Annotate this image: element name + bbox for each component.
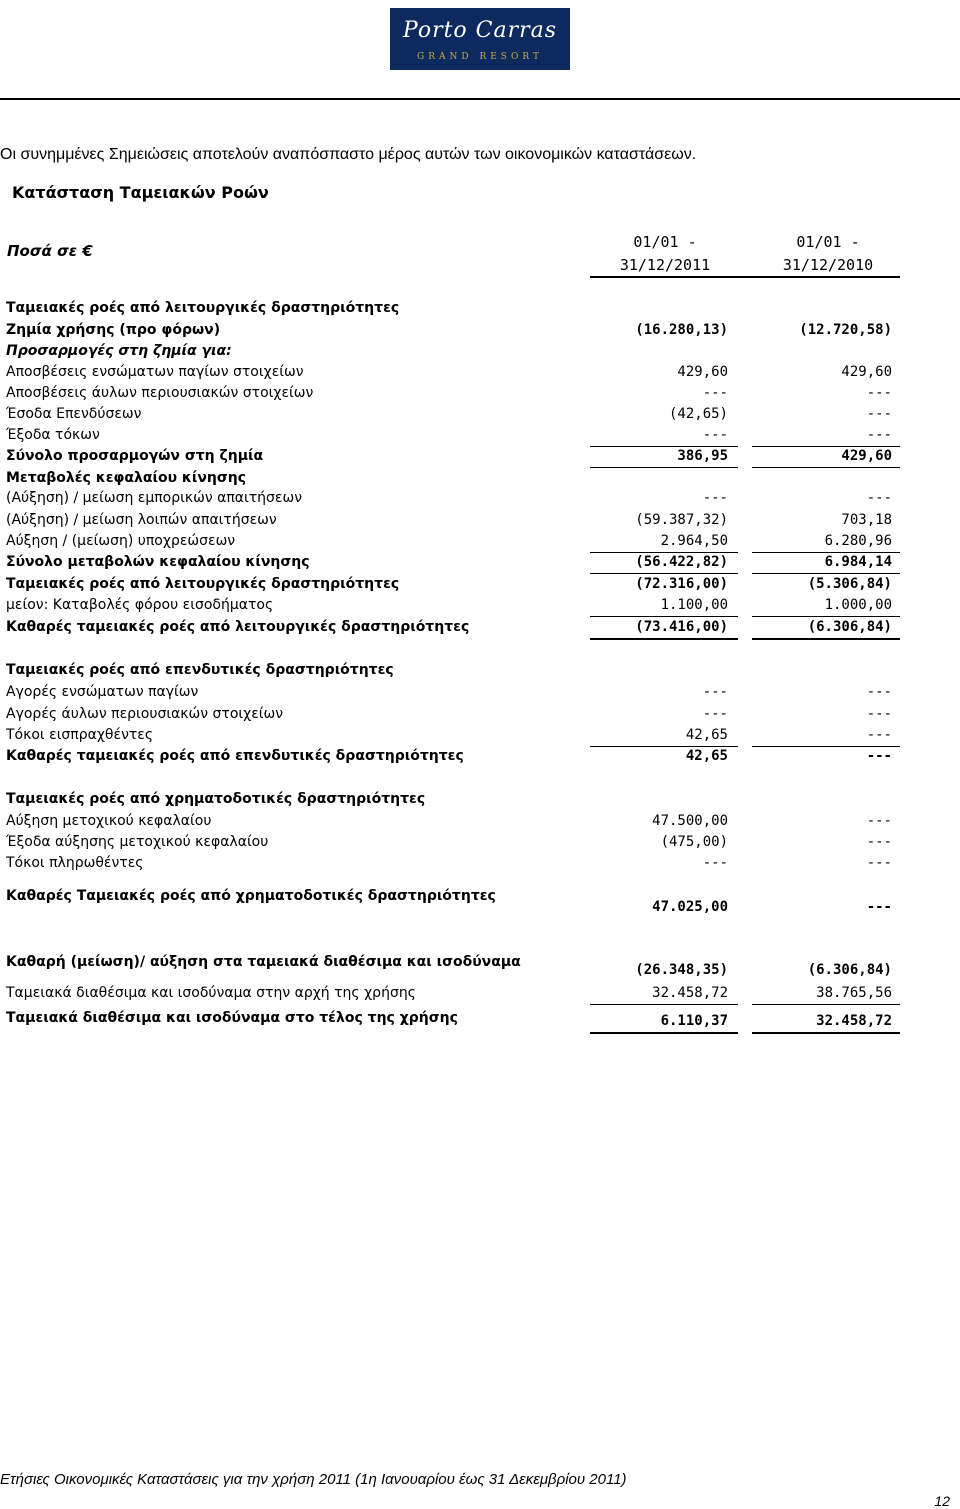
amounts-label: Ποσά σε € — [7, 242, 93, 260]
table-row — [0, 985, 960, 1005]
table-row — [0, 791, 960, 811]
underline-2011 — [590, 446, 738, 447]
underline-2011 — [590, 552, 738, 553]
value-2010: 1.000,00 — [824, 597, 892, 613]
underline-2010 — [752, 746, 900, 747]
underline-2011 — [590, 573, 738, 574]
underline-2010 — [752, 552, 900, 553]
underline-2011 — [590, 1004, 738, 1005]
logo-text: Porto Carras — [402, 18, 558, 43]
value-2011: 42,65 — [685, 748, 728, 764]
table-row — [0, 406, 960, 426]
row-label: Ταμειακές ροές από χρηματοδοτικές δραστηριότητες — [6, 791, 426, 807]
column-header-2010 — [758, 231, 898, 277]
value-2010: --- — [866, 813, 892, 829]
row-label: Έξοδα τόκων — [6, 427, 100, 443]
table-row — [0, 364, 960, 384]
table-row — [0, 576, 960, 596]
value-2010: 6.280,96 — [824, 533, 892, 549]
table-row — [0, 1010, 960, 1030]
header-divider — [0, 98, 960, 100]
underline-2011 — [590, 746, 738, 747]
underline-2011 — [590, 638, 738, 640]
row-label: (Αύξηση) / μείωση λοιπών απαιτήσεων — [6, 512, 277, 528]
row-label: Ταμειακά διαθέσιμα και ισοδύναμα στο τέλος της χρήσης — [6, 1010, 458, 1026]
table-row — [0, 619, 960, 639]
page-number: 12 — [934, 1493, 950, 1509]
row-label: Ταμειακές ροές από επενδυτικές δραστηριότητες — [6, 662, 394, 678]
table-row — [0, 662, 960, 682]
table-row — [0, 512, 960, 532]
value-2010: 6.984,14 — [824, 554, 892, 570]
table-row — [0, 834, 960, 854]
row-label: Καθαρές ταμειακές ροές από επενδυτικές δραστηριότητες — [6, 748, 464, 764]
table-row — [0, 385, 960, 405]
value-2011: 32.458,72 — [652, 985, 728, 1001]
underline-2011 — [590, 1032, 738, 1034]
value-2011: 42,65 — [685, 727, 728, 743]
row-label: Ταμειακά διαθέσιμα και ισοδύναμα στην αρχή της χρήσης — [6, 985, 416, 1001]
underline-2010 — [752, 446, 900, 447]
value-2011: 1.100,00 — [660, 597, 728, 613]
value-2011: --- — [702, 490, 728, 506]
value-2010: --- — [866, 899, 892, 915]
row-label: Αύξηση / (μείωση) υποχρεώσεων — [6, 533, 236, 549]
value-2010: (12.720,58) — [799, 322, 892, 338]
value-2011: (59.387,32) — [635, 512, 728, 528]
row-label: Έξοδα αύξησης μετοχικού κεφαλαίου — [6, 834, 269, 850]
row-label: Καθαρή (μείωση)/ αύξηση στα ταμειακά διαθέσιμα και ισοδύναμα — [6, 954, 521, 970]
value-2010: --- — [866, 490, 892, 506]
value-2010: 703,18 — [841, 512, 892, 528]
value-2011: (72.316,00) — [635, 576, 728, 592]
row-label: Σύνολο μεταβολών κεφαλαίου κίνησης — [6, 554, 310, 570]
value-2010: 429,60 — [841, 364, 892, 380]
row-label: (Αύξηση) / μείωση εμπορικών απαιτήσεων — [6, 490, 303, 506]
column-header-rule — [590, 276, 900, 278]
value-2010: (5.306,84) — [807, 576, 892, 592]
row-label: Ταμειακές ροές από λειτουργικές δραστηριότητες — [6, 300, 400, 316]
footer-text: Ετήσιες Οικονομικές Καταστάσεις για την χρήση 2011 (1η Ιανουαρίου έως 31 Δεκεμβρίου 2011) — [0, 1471, 627, 1488]
row-label: μείον: Καταβολές φόρου εισοδήματος — [6, 597, 274, 613]
value-2011: 2.964,50 — [660, 533, 728, 549]
value-2010: --- — [866, 855, 892, 871]
column-header-line2: 31/12/2010 — [782, 256, 874, 274]
table-row — [0, 748, 960, 768]
value-2011: --- — [702, 855, 728, 871]
row-label: Ζημία χρήσης (προ φόρων) — [6, 322, 221, 338]
value-2011: --- — [702, 706, 728, 722]
value-2011: --- — [702, 684, 728, 700]
underline-2010 — [752, 638, 900, 640]
table-row — [0, 888, 960, 915]
value-2010: 32.458,72 — [816, 1013, 892, 1029]
value-2010: --- — [866, 727, 892, 743]
table-row — [0, 300, 960, 320]
row-label: Μεταβολές κεφαλαίου κίνησης — [6, 470, 247, 486]
value-2011: 6.110,37 — [660, 1013, 728, 1029]
row-label: Καθαρές ταμειακές ροές από λειτουργικές δραστηριότητες — [6, 619, 470, 635]
value-2011: 47.025,00 — [652, 899, 728, 915]
row-label: Τόκοι πληρωθέντες — [6, 855, 144, 871]
value-2010: (6.306,84) — [807, 962, 892, 978]
value-2011: (56.422,82) — [635, 554, 728, 570]
row-label: Καθαρές Ταμειακές ροές από χρηματοδοτικές δραστηριότητες — [6, 888, 496, 904]
column-header-line1: 01/01 - — [796, 233, 860, 251]
row-label: Ταμειακές ροές από λειτουργικές δραστηριότητες — [6, 576, 400, 592]
table-row — [0, 343, 960, 363]
underline-2011 — [590, 616, 738, 617]
table-row — [0, 554, 960, 574]
row-label: Αύξηση μετοχικού κεφαλαίου — [6, 813, 212, 829]
row-label: Τόκοι εισπραχθέντες — [6, 727, 154, 743]
table-row — [0, 684, 960, 704]
row-label: Σύνολο προσαρμογών στη ζημία — [6, 448, 264, 464]
row-label: Προσαρμογές στη ζημία για: — [6, 343, 232, 359]
logo-subtitle: GRAND RESORT — [417, 52, 543, 62]
underline-2011 — [590, 467, 738, 468]
value-2010: 429,60 — [841, 448, 892, 464]
row-label: Αγορές άυλων περιουσιακών στοιχείων — [6, 706, 284, 722]
table-row — [0, 597, 960, 617]
value-2010: --- — [866, 706, 892, 722]
value-2011: --- — [702, 427, 728, 443]
value-2011: 386,95 — [677, 448, 728, 464]
column-header-2011 — [595, 231, 735, 277]
statement-title: Κατάσταση Ταμειακών Ροών — [12, 183, 269, 202]
table-row — [0, 706, 960, 726]
value-2011: --- — [702, 385, 728, 401]
table-row — [0, 855, 960, 875]
underline-2010 — [752, 467, 900, 468]
value-2010: (6.306,84) — [807, 619, 892, 635]
underline-2010 — [752, 1032, 900, 1034]
logo — [390, 8, 570, 70]
value-2010: --- — [866, 406, 892, 422]
value-2010: --- — [866, 684, 892, 700]
value-2011: (26.348,35) — [635, 962, 728, 978]
column-header-line1: 01/01 - — [633, 233, 697, 251]
table-row — [0, 727, 960, 747]
value-2010: --- — [866, 748, 892, 764]
table-row — [0, 533, 960, 553]
value-2010: 38.765,56 — [816, 985, 892, 1001]
value-2010: --- — [866, 427, 892, 443]
intro-note: Οι συνημμένες Σημειώσεις αποτελούν αναπόσπαστο μέρος αυτών των οικονομικών καταστάσεων. — [0, 146, 697, 163]
value-2011: (475,00) — [660, 834, 728, 850]
table-row — [0, 427, 960, 447]
underline-2010 — [752, 1004, 900, 1005]
row-label: Αποσβέσεις άυλων περιουσιακών στοιχείων — [6, 385, 314, 401]
row-label: Αγορές ενσώματων παγίων — [6, 684, 199, 700]
row-label: Έσοδα Επενδύσεων — [6, 406, 142, 422]
value-2010: --- — [866, 385, 892, 401]
value-2011: (73.416,00) — [635, 619, 728, 635]
column-header-line2: 31/12/2011 — [619, 256, 711, 274]
table-row — [0, 448, 960, 468]
table-row — [0, 322, 960, 342]
value-2011: 429,60 — [677, 364, 728, 380]
row-label: Αποσβέσεις ενσώματων παγίων στοιχείων — [6, 364, 304, 380]
value-2011: 47.500,00 — [652, 813, 728, 829]
value-2011: (16.280,13) — [635, 322, 728, 338]
table-row — [0, 470, 960, 490]
underline-2010 — [752, 573, 900, 574]
table-row — [0, 954, 960, 978]
table-row — [0, 490, 960, 510]
table-row — [0, 813, 960, 833]
underline-2010 — [752, 616, 900, 617]
value-2011: (42,65) — [668, 406, 728, 422]
value-2010: --- — [866, 834, 892, 850]
